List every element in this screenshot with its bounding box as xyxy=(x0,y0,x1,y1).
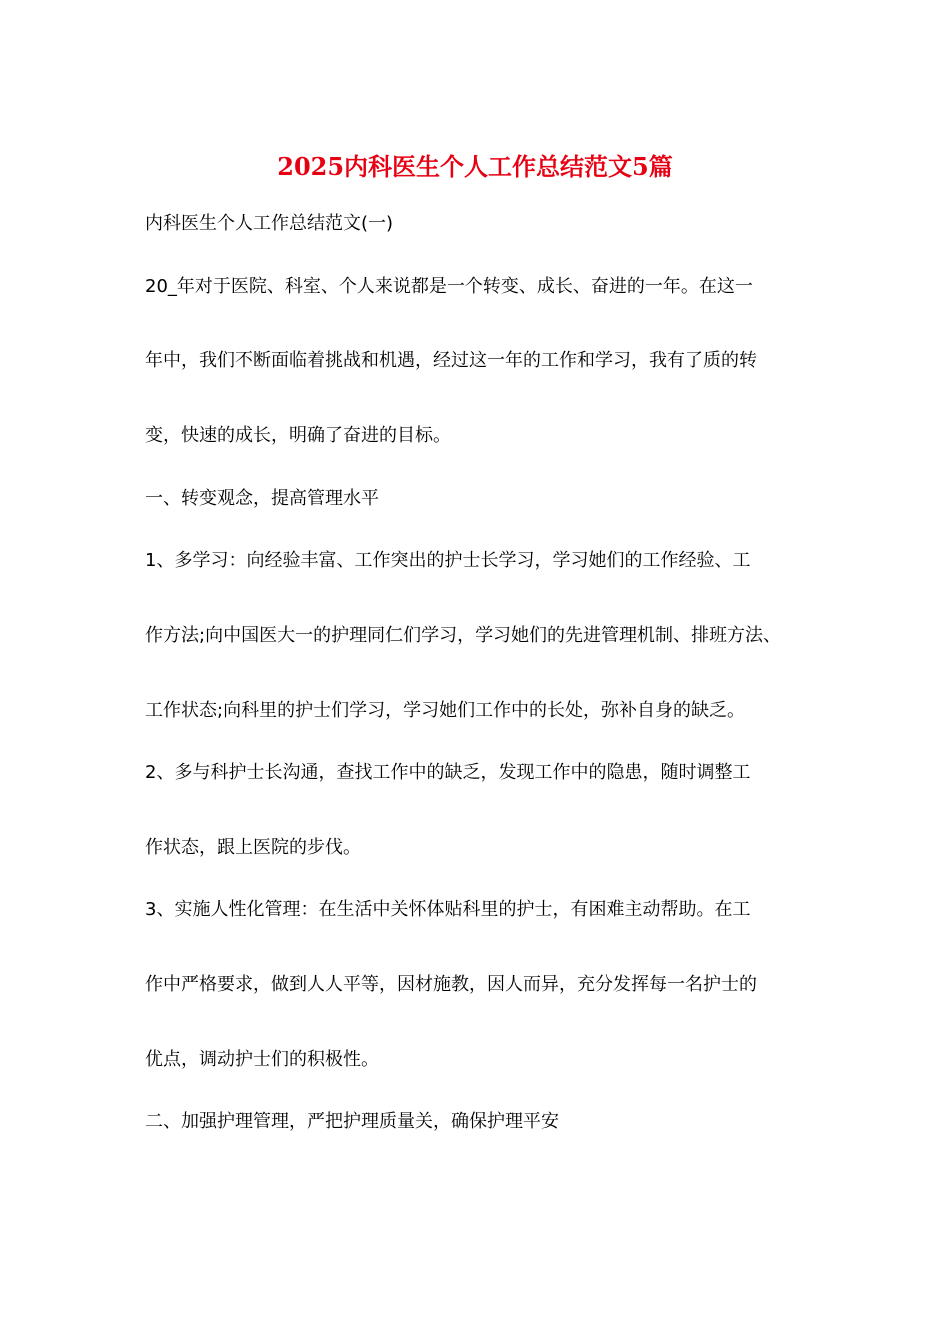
paragraph-line: 作方法;向中国医大一的护理同仁们学习，学习她们的先进管理机制、排班方法、 xyxy=(145,625,782,646)
paragraph-line: 优点，调动护士们的积极性。 xyxy=(145,1049,379,1070)
subheading: 一、转变观念，提高管理水平 xyxy=(145,488,379,509)
paragraph-line: 2、多与科护士长沟通，查找工作中的缺乏，发现工作中的隐患，随时调整工 xyxy=(145,762,751,783)
subheading: 二、加强护理管理，严把护理质量关，确保护理平安 xyxy=(145,1111,559,1132)
section-heading: 内科医生个人工作总结范文(一) xyxy=(145,213,394,234)
paragraph-line: 作状态，跟上医院的步伐。 xyxy=(145,837,361,858)
paragraph-line: 1、多学习：向经验丰富、工作突出的护士长学习，学习她们的工作经验、工 xyxy=(145,550,751,571)
paragraph-line: 作中严格要求，做到人人平等，因材施教，因人而异，充分发挥每一名护士的 xyxy=(145,974,757,995)
paragraph-line: 工作状态;向科里的护士们学习，学习她们工作中的长处，弥补自身的缺乏。 xyxy=(145,700,746,721)
paragraph-line: 3、实施人性化管理：在生活中关怀体贴科里的护士，有困难主动帮助。在工 xyxy=(145,899,751,920)
paragraph-line: 变，快速的成长，明确了奋进的目标。 xyxy=(145,425,451,446)
paragraph-line: 20_年对于医院、科室、个人来说都是一个转变、成长、奋进的一年。在这一 xyxy=(145,276,753,297)
paragraph-line: 年中，我们不断面临着挑战和机遇，经过这一年的工作和学习，我有了质的转 xyxy=(145,350,757,371)
document-title: 2025内科医生个人工作总结范文5篇 xyxy=(277,152,673,181)
